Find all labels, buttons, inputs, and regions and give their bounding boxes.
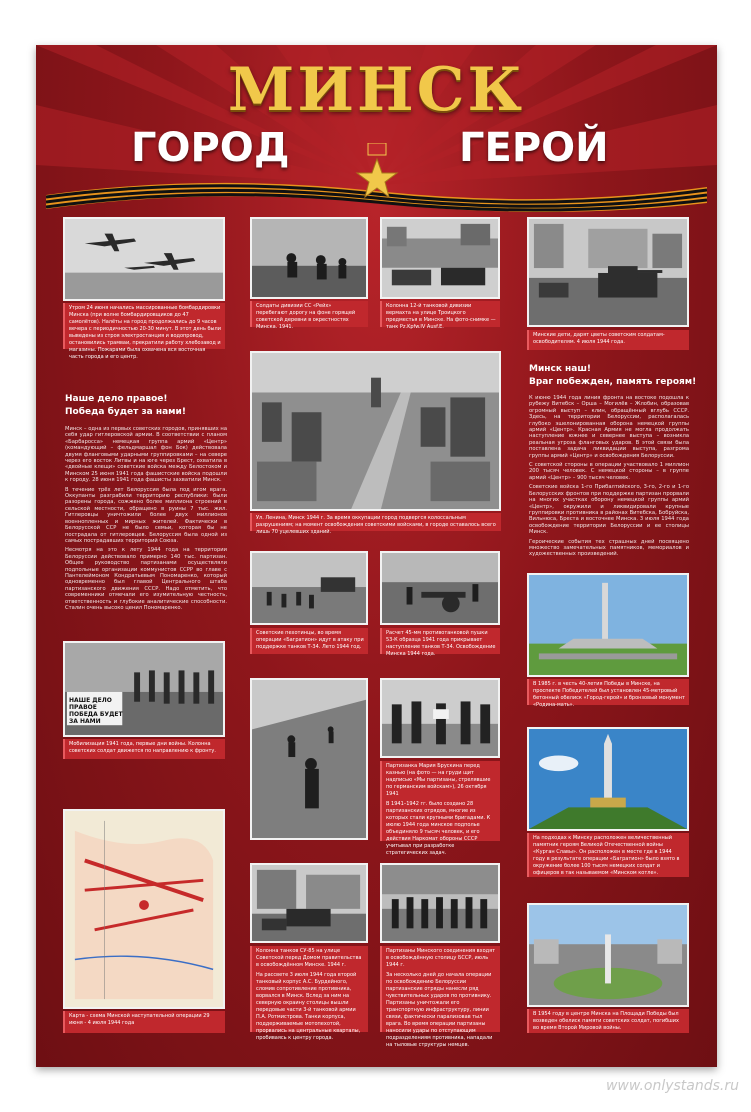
caption-memorial-obelisk: В 1985 г. в честь 40-летия Победы в Минске, на проспекте Победителей был установлен 45-метровый бетонный обелиск «Город-герой» и бронзовый монумент «Родина-мать». xyxy=(527,679,689,705)
caption-su85-text: Колонна танков СУ-85 на улице Советской перед Домом правительства в освобождённом Минске. 1944 г. xyxy=(256,948,362,968)
site-watermark: www.onlystands.ru xyxy=(605,1078,739,1094)
caption-bombers: Утром 24 июня начались массированные бомбардировки Минска (при волне бомбардировщиков до 47 самолётов). Налёты на город продолжались до 9 часов вечера с периодичностью 20-30 минут. В этот день были выведены из строя электростанция и водопровод, остановились трамваи, прекратили работу хлебозавод и магазины. Пожарами была охвачена вся восточная часть города и его центр. xyxy=(63,303,225,349)
caption-lenin-street: Ул. Ленина, Минск 1944 г. За время оккупации город подвергся колоссальным разрушениям; на момент освобождения советскими войсками, в городе оставалось всего лишь 70 уцелевших зданий. xyxy=(250,513,501,531)
left-heading-2: Победа будет за нами! xyxy=(65,407,186,417)
photo-bombers xyxy=(63,217,225,301)
right-heading-2: Враг побежден, память героям! xyxy=(529,377,697,387)
photo-anti-tank-gun xyxy=(380,551,500,625)
photo-tanks-trinity xyxy=(380,217,500,299)
subtitle-hero: ГЕРОЙ xyxy=(459,125,609,171)
caption-mobilization: Мобилизация 1941 года, первые дни войны. Колонна советских солдат движется по направлению к фронту. xyxy=(63,739,225,759)
photo-children-flowers xyxy=(527,217,689,327)
photo-partisans-column xyxy=(380,863,500,943)
caption-anti-tank-gun: Расчет 45-мм противотанковой пушки 53-К образца 1941 года прикрывает наступление танков Т-34. Освобождение Минска 1944 года. xyxy=(380,628,500,654)
right-heading-1: Минск наш! xyxy=(529,364,592,374)
caption-partisans-extra: В 1941–1942 гг. было создано 28 партизанских отрядов, многие из которых стали крупными бригадами. К июлю 1944 года минское подполье объединяло 9 тысяч человек, и его действия Наркомат обороны СССР учитывал при разработке стратегических задач. xyxy=(386,801,491,856)
sign-line-2: ПОБЕДА БУДЕТ ЗА НАМИ xyxy=(69,711,123,725)
photo-victory-square xyxy=(527,903,689,1007)
caption-partisans-column-text: Партизаны Минского соединения входят в освобождённую столицу БССР, июль 1944 г. xyxy=(386,948,496,968)
poster-sign-text xyxy=(69,697,123,725)
left-heading-1: Наше дело правое! xyxy=(65,394,168,404)
right-paragraph-4: Героические события тех страшных дней посвящено множество замечательных памятников, мемориалов и художественных произведений. xyxy=(529,538,689,558)
photo-soldiers-attack xyxy=(250,217,368,299)
right-paragraph-2: С советской стороны в операции участвовало 1 миллион 200 тысяч человек. С немецкой стороны – в группе армий «Центр» – 900 тысяч человек. xyxy=(529,462,689,481)
photo-su85 xyxy=(250,863,368,943)
photo-memorial-obelisk xyxy=(527,573,689,677)
right-paragraph-3: Советские войска 1-го Прибалтийского, 3-го, 2-го и 1-го Белорусских фронтов при поддержке партизан прорвали на многих участках оборону немецкой группы армий «Центр», окружили и ликвидировали крупные группировки противника в районах Витебска, Бобруйска, Вильнюса, Бреста и восточнее Минска. 3 июля 1944 года освобождение территории Белоруссии и ее столицы Минск. xyxy=(529,484,689,536)
caption-partisans-column-extra: За несколько дней до начала операции по освобождению Белоруссии партизанские отряды нанесли ряд чувствительных ударов по противнику. Партизаны уничтожали его транспортную инфраструктуру, линии связи, фактически парализовав тыл врага. Во время операции партизаны наносили удары по отступающим подразделениям противника, нападали на тыловые структуры немцев. xyxy=(386,972,493,1048)
right-paragraph-1: К июню 1944 года линия фронта на востоке подошла к рубежу Витебск – Орша – Могилёв – Жлобин, образовав огромный выступ – клин, обращённый вглубь СССР. Здесь, на территории Белоруссии, располагалась глубоко эшелонированная оборона немецкой группы армий «Центр». Красная Армия не могла продолжать наступление южнее и севернее выступа – возникла реальная угроза фланговых ударов. В этой связи была поставлена задача ликвидации выступа, разгрома группы армий «Центр» и освобождения Белоруссии. xyxy=(529,395,689,459)
caption-map: Карта - схема Минской наступательной операции 29 июня - 4 июля 1944 года xyxy=(63,1011,225,1033)
caption-partisans-street-text: Партизанка Мария Брускина перед казнью (на фото — на груди щит надписью «Мы партизаны, стрелявшие по германским войскам»), 26 октября 1941 xyxy=(386,763,491,797)
sign-line-1: НАШЕ ДЕЛО ПРАВОЕ xyxy=(69,697,112,711)
gold-star-icon xyxy=(354,143,400,203)
photo-mobilization xyxy=(63,641,225,737)
caption-victory-square: В 1954 году в центре Минска на Площади Победы был возведен обелиск памяти советских солдат, погибших во время Второй Мировой войны. xyxy=(527,1009,689,1033)
poster-title: МИНСК xyxy=(227,55,526,125)
caption-tanks-trinity: Колонна 12-й танковой дивизии вермахта на улице Троицкого предместья в Минске. На фото-снимке — танк Pz.Kpfw.IV Ausf.E. xyxy=(380,301,500,327)
photo-memorial-kurgan xyxy=(527,727,689,831)
caption-infantry: Советские пехотинцы, во время операции «Багратион» идут в атаку при поддержке танков Т-34. Лето 1944 год. xyxy=(250,628,368,654)
caption-su85-extra: На рассвете 3 июля 1944 года второй танковый корпус А.С. Бурдейного, сломив сопротивление противника, ворвался в Минск. Вслед за ним на северную окраину столицы вышли передовые части 3-й танковой армии П.А. Ротмистрова. Танки корпуса, поддерживаемые мотопехотой, прорвались на центральные кварталы, пробиваясь к центру города. xyxy=(256,972,361,1041)
caption-partisans-column xyxy=(380,946,500,1048)
photo-execution-partisans xyxy=(380,678,500,758)
caption-children-flowers: Минские дети, дарят цветы советским солдатам-освободителям. 4 июля 1944 года. xyxy=(527,330,689,350)
photo-lenin-street xyxy=(250,351,501,511)
left-text-block xyxy=(65,426,227,614)
left-paragraph-1: Минск – одна из первых советских городов, принявших на себя удар гитлеровской армии. В соответствии с планом «Барбаросса» немецкая группа армий «Центр» (командующий – фельдмаршал фон Бок) действовала двумя фланговыми ударными группировками – на севере через его восток Литвы и на юге через Брест, охватила в «двойные клещи» советские войска между Белостоком и Минском 25 июня 1941 года фашистские войска подошли к городу. 28 июня 1941 года фашисты захватили Минск. xyxy=(65,426,227,484)
caption-su85 xyxy=(250,946,368,1041)
photo-soldiers-hill xyxy=(250,678,368,840)
poster-board xyxy=(36,45,717,1067)
right-text-block xyxy=(529,395,689,561)
caption-memorial-kurgan: На подходах к Минску расположен величественный памятник героям Великой Отечественной войны «Курган Славы». Он расположен в месте где в 1944 году в результате операции «Багратион» было взято в окружение более 100 тысяч немецких солдат и офицеров в так называемом «Минском котле». xyxy=(527,833,689,877)
left-paragraph-2: В течение трёх лет Белоруссия была под игом врага. Оккупанты разграбили территорию республики: были разорены города, сожжено более миллиона строений в сельской местности, обращено в руины 7 тыс. жил. Гитлеровцы уничтожили более двух миллионов военнопленных и мирных жителей. Фактически в Белорусской ССР не было семьи, которая бы не пострадала от гитлеровцев. Белоруссия была одной из самых пострадавших территорий Союза. xyxy=(65,486,227,544)
left-paragraph-3: Несмотря на это к лету 1944 года на территории Белоруссии действовало примерно 140 тыс. партизан. Общее руководство партизанами осуществляли подпольные организации коммунистов ССРР во главе с Пантелеймоном Кондратьевым Пономаренко, который одновременно был главой Центрального штаба партизанского движения СССР. Надо отметить, что современники отмечали его изумительную честность, ответственность и глубокие аналитические способности. Сталин очень высоко ценил Пономаренко. xyxy=(65,547,227,611)
subtitle-city: ГОРОД xyxy=(131,125,290,171)
map-operation xyxy=(63,809,225,1009)
caption-soldiers-attack: Солдаты дивизии СС «Рейх» перебегают дорогу на фоне горящей советской деревни в окрестностях Минска. 1941. xyxy=(250,301,368,327)
caption-partisans-street xyxy=(380,761,500,856)
photo-infantry xyxy=(250,551,368,625)
